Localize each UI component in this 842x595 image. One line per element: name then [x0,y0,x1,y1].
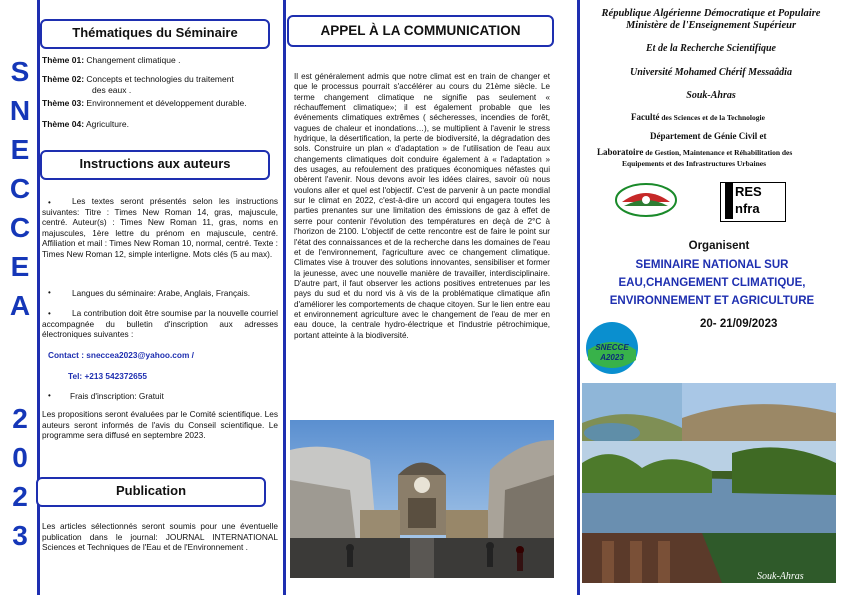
theme-item: des eaux . [92,85,132,95]
city-line: Souk-Ahras [686,90,736,101]
city-photo [290,420,554,578]
year-digit: 0 [12,442,28,473]
bullet-icon: • [48,288,51,297]
call-body: Il est généralement admis que notre climat est en train de changer et que le processus pourrait s'accélérer au cours du 21ème siècle. Le terme changement climatique ne signifie pas seulement « réchauffement climatique»; il est également probable que les événements climatiques extrêmes ( sécheresses, incendies de forêt, vagues de chaleur et inondations…), se multiplient à l'avenir le stress hydrique, la désertification, la perte de biodiversité, la dégradation des sols. Construire un plan « d'adaptation » de l'utilisation de l'eau aux changements climatiques doit conduire également à « l'adaptation » des usages, au refoulement des pratiques économiques néfastes qui obèrent l'avenir. Nous devons avoir les idées claires, savoir où nous voulons aller et quel est l'objectif. C'est de parvenir à un pacte mondial sur le climat en 2022, c'est-à-dire un accord qui engagera toutes les parties prenantes sur une limitation des émissions de gaz à effet de serre pour contenir l'évolution des températures en deçà de 2°C à l'horizon de 2100. L'objectif de cette rencontre est de faire le point sur l'état des connaissances et de la recherche dans les domaines de l'eau et de l'environnement, l'agriculture avec ce changement climatique. Climates vise à trouver des solutions innovantes, sensibiliser et former la jeunesse, avec une nouvelle manière de travailler, interdisciplinaire. D'autre part, il faut observer les actions positives entretenues par les pays du sud et du nord vis à vis de la problématique climatique afin d'améliorer les comportements de chaque citoyen. Sur le lien entre eau et environnement agriculture avec le changement de l'eau de mer en eau douce, la centrale hydro-électrique et l'industrie pétrochimique, portant atteinte à la biodiversité. [294,72,550,340]
bullet-icon: • [48,309,51,318]
year-digit: 2 [12,481,28,512]
svg-text:SNECCE: SNECCE [595,343,629,352]
organisent-label: Organisent [688,240,750,252]
title-letter: E [10,251,30,282]
seminar-title-3: ENVIRONNEMENT ET AGRICULTURE [609,295,815,307]
instructions-heading: Instructions aux auteurs [40,150,270,180]
title-letter: C [9,173,31,204]
theme-item: Thème 01: Changement climatique . [42,55,181,65]
faculty-line: Faculté des Sciences et de la Technologie [631,112,765,122]
title-letter: N [9,95,31,126]
languages-text: Langues du séminaire: Arabe, Anglais, Français. [72,288,251,298]
year-digit: 3 [12,520,28,551]
bullet-icon: • [48,198,51,207]
sneccea-logo [584,320,640,376]
seminar-title-1: SEMINAIRE NATIONAL SUR [635,259,789,271]
publication-text: Les articles sélectionnés seront soumis pour une éventuelle publication dans le journal: JOURNAL INTERNATIONAL Sciences et Techniques de l'Eau et de l'Environnement . [42,521,278,552]
themes-heading: Thématiques du Séminaire [40,19,270,49]
title-letter: E [10,134,30,165]
university-line: Université Mohamed Chérif Messaâdia [630,67,792,78]
research-line: Et de la Recherche Scientifique [646,43,776,54]
title-letter: S [10,56,30,87]
publication-heading: Publication [36,477,266,507]
evaluation-text: Les propositions seront évaluées par le Comité scientifique. Les auteurs seront informés de l'avis du Conseil scientifique. Le programme sera diffusé en septembre 2023. [42,409,278,440]
title-letter: C [9,212,31,243]
republic-line: République Algérienne Démocratique et Populaire [601,8,821,19]
year-digit: 2 [12,403,28,434]
seminar-dates: 20- 21/09/2023 [700,318,778,330]
theme-item: Thème 04: Agriculture. [42,119,129,129]
theme-item: Thème 03: Environnement et développement durable. [42,98,247,108]
university-logo [612,180,680,218]
contact-email[interactable]: Contact : sneccea2023@yahoo.com / [48,350,194,360]
laboratory-line-2: Equipements et des Infrastructures Urbaines [622,159,767,168]
landscape-photo [582,383,836,583]
call-heading: APPEL À LA COMMUNICATION [287,15,554,47]
column-divider [283,0,286,595]
bullet-icon: • [48,391,51,400]
contact-phone[interactable]: Tel: +213 542372655 [68,371,147,381]
fees-text: Frais d'inscription: Gratuit [70,391,164,401]
laboratory-line: Laboratoire de Gestion, Maintenance et Réhabilitation des [597,147,793,157]
seminar-title-2: EAU,CHANGEMENT CLIMATIQUE, [618,277,806,289]
svg-text:A2023: A2023 [600,353,624,362]
theme-item: Thème 02: Concepts et technologies du traitement [42,74,234,84]
laboratory-logo: RES nfra [720,182,786,222]
instructions-text: Les textes seront présentés selon les instructions suivantes: Titre : Times New Roman 14, gras, majuscule, centré. Auteur(s) : Times New Roman 11, gras, noms en majuscules, 1ère lettre du prénom en majuscule, centré. Affiliation et mail : Times New Roman 10, normal, centré. Texte : Times New Roman 12, simple interligne. Mots clés (5 au max). [42,196,278,259]
title-letter: A [9,290,31,321]
photo-caption: Souk-Ahras [757,571,804,582]
ministry-line: Ministère de l'Enseignement Supérieur [625,20,797,31]
department-line: Département de Génie Civil et [650,131,767,141]
submission-text: La contribution doit être soumise par la nouvelle courriel accompagnée du bulletin d'inscription aux adresses électroniques suivantes : [42,308,278,339]
